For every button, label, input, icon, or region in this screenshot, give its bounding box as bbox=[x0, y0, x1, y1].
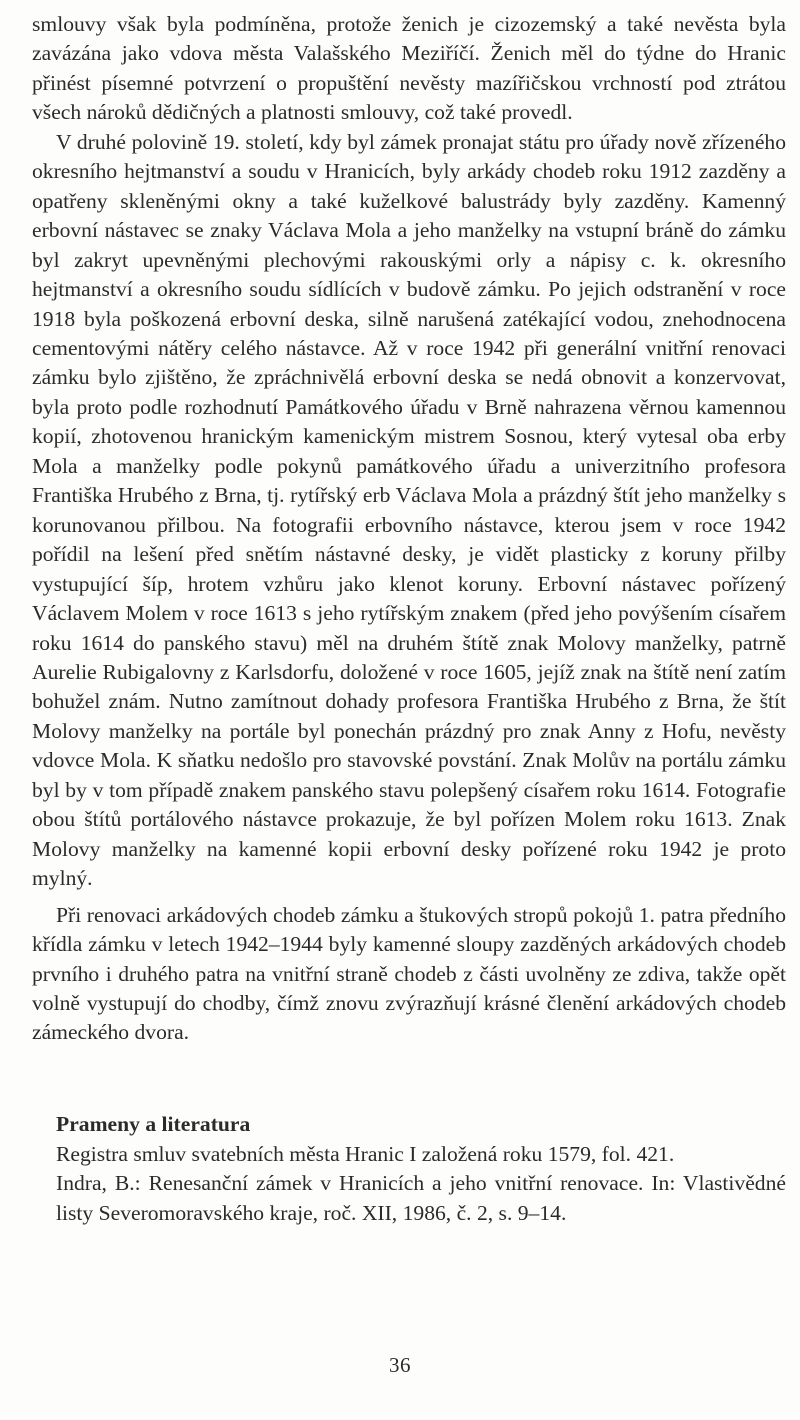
source-item: Indra, B.: Renesanční zámek v Hranicích a jeho vnitřní renovace. In: Vlastivědné listy Severomoravského kraje, roč. XII, 1986, č. 2, s. 9–14. bbox=[56, 1171, 786, 1225]
page-number: 36 bbox=[389, 1353, 411, 1377]
sources-heading: Prameny a literatura bbox=[56, 1112, 251, 1136]
paragraph-continuation: smlouvy však byla podmíněna, protože ženich je cizozemský a také nevěsta byla zavázána jako vdova města Valašského Meziříčí. Ženich měl do týdne do Hranic přinést písemné potvrzení o propuštění nevěsty mazířičskou vrchností pod ztrátou všech nároků dědičných a platnosti smlouvy, což také provedl. bbox=[32, 12, 786, 125]
paragraph-renovation: Při renovaci arkádových chodeb zámku a štukových stropů pokojů 1. patra předního křídla zámku v letech 1942–1944 byly kamenné sloupy zazděných arkádových chodeb prvního i druhého patra na vnitřní straně chodeb z části uvolněny ze zdiva, takže opět volně vystupují do chodby, čímž znovu zvýrazňují krásné členění arkádových chodeb zámeckého dvora. bbox=[32, 902, 786, 1045]
sources-section bbox=[56, 1110, 786, 1228]
source-item: Registra smluv svatebních města Hranic I založená roku 1579, fol. 421. bbox=[56, 1141, 675, 1166]
body-text bbox=[32, 10, 786, 1048]
sources-list bbox=[56, 1140, 786, 1229]
paragraph-castle-history: V druhé polovině 19. století, kdy byl zámek pronajat státu pro úřady nově zřízeného okresního hejtmanství a soudu v Hranicích, byly arkády chodeb roku 1912 zazděny a opatřeny skleněnými okny a také kuželkové balustrády byly zazděny. Kamenný erbovní nástavec se znaky Václava Mola a jeho manželky na vstupní bráně do zámku byl zakryt upevněnými plechovými rakouskými orly a nápisy c. k. okresního hejtmanství a okresního soudu sídlících v budově zámku. Po jejich odstranění v roce 1918 byla poškozená erbovní deska, silně narušená zatékající vodou, znehodnocena cementovými nátěry celého nástavce. Až v roce 1942 při generální vnitřní renovaci zámku bylo zjištěno, že zpráchnivělá erbovní deska se nedá obnovit a konzervovat, byla proto podle rozhodnutí Památkového úřadu v Brně nahrazena věrnou kamennou kopií, zhotovenou hranickým kamenickým mistrem Sosnou, který vytesal oba erby Mola a manželky podle pokynů památkového úřadu a univerzitního profesora Františka Hrubého z Brna, tj. rytířský erb Václava Mola a prázdný štít jeho manželky s korunovanou přilbou. Na fotografii erbovního nástavce, kterou jsem v roce 1942 pořídil na lešení před snětím nástavné desky, je vidět plasticky z koruny přilby vystupující šíp, hrotem vzhůru jako klenot koruny. Erbovní nástavec pořízený Václavem Molem v roce 1613 s jeho rytířským znakem (před jeho povýšením císařem roku 1614 do panského stavu) měl na druhém štítě znak Molovy manželky, patrně Aurelie Rubigalovny z Karlsdorfu, doložené v roce 1605, jejíž znak na štítě není zatím bohužel znám. Nutno zamítnout dohady profesora Františka Hrubého z Brna, že štít Molovy manželky na portále byl ponechán prázdný pro znak Anny z Hofu, nevěsty vdovce Mola. K sňatku nedošlo pro stavovské povstání. Znak Molův na portálu zámku byl by v tom případě znakem panského stavu polepšený císařem roku 1614. Fotografie obou štítů portálového nástavce prokazuje, že byl pořízen Molem roku 1613. Znak Molovy manželky na kamenné kopii erbovní desky pořízené roku 1942 je proto mylný. bbox=[32, 129, 786, 891]
